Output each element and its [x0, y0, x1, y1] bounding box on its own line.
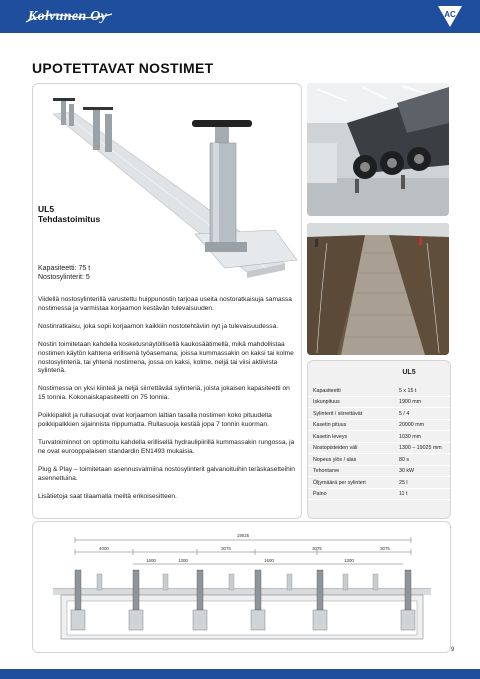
paragraph: Lisätietoja saat tilaamalla meiltä erikoisesitteen.: [38, 492, 177, 500]
table-row: [308, 408, 450, 420]
table-row: [308, 466, 450, 478]
paragraph: Plug & Play – toimitetaan asennusvalmiina nostosylinterit galvanoituihin teräskasetteihin asennettuina.: [38, 465, 295, 482]
row-key: Kapasiteetti: [313, 387, 341, 394]
spec-table: [308, 385, 450, 500]
technical-drawing-card: [32, 521, 451, 653]
footer-bar: [0, 669, 480, 679]
dim-total: 19025: [236, 533, 250, 538]
row-key: Kasetin leveys: [313, 433, 348, 440]
row-value: 30 kW: [399, 468, 415, 474]
dim-label: 1300: [344, 558, 354, 563]
dim-label: 3075: [380, 546, 390, 551]
dim-label: 1600: [146, 558, 156, 563]
row-value: 11 t: [399, 491, 408, 497]
dim-label: 4000: [99, 546, 109, 551]
row-key: Iskunpituus: [313, 399, 340, 405]
dim-label: 1300: [178, 558, 188, 563]
row-value: 25 l: [399, 479, 408, 486]
table-row: [308, 397, 450, 409]
row-value: 1030 mm: [399, 433, 422, 440]
installation-pit-photo: [307, 223, 449, 355]
row-value: 80 s: [399, 456, 410, 463]
spec-table-card: [307, 360, 451, 519]
paragraph: Viidellä nostosylinterillä varustettu huippunostin tarjoaa useita nostoratkaisuja samassa nostimessa ja varmistaa korjaamon kestävän tulevaisuuden.: [38, 296, 292, 312]
row-key: Tehontarve: [313, 468, 340, 474]
table-row: [308, 420, 450, 432]
technical-drawing: [33, 522, 450, 652]
table-row: [308, 431, 450, 443]
spec-table-title: UL5: [402, 369, 416, 376]
table-row: [308, 489, 450, 501]
paragraph: Nostin toimitetaan kahdella kosketusnäytöllisellä kaukosäätimellä, mikä mahdollistaa nostimen käytön kahtena erillisenä työasemana, joissa kummassakin on kaksi tai kolme nostosylinteriä, tai yhtenä nostimena, jossa on kaksi, kolme, neljä tai viisi aktiivista sylinteriä.: [38, 340, 294, 375]
page-number: 9: [451, 647, 455, 653]
dim-label: 3075: [221, 546, 231, 551]
row-key: Paino: [313, 491, 327, 497]
dim-label: 1600: [264, 558, 274, 563]
table-row: [308, 385, 450, 397]
lift-product-image: [35, 84, 299, 284]
row-value: 5 x 15 t: [399, 387, 417, 394]
truck-lift-photo: [307, 83, 449, 216]
table-row: [308, 477, 450, 489]
row-key: Nopeus ylös / alas: [313, 456, 357, 463]
page-title: UPOTETTAVAT NOSTIMET: [32, 60, 214, 76]
kolvunen-logo: [28, 8, 107, 25]
row-key: Kasetin pituus: [313, 422, 347, 428]
row-value: 1300 – 19025 mm: [399, 445, 442, 451]
row-value: 20000 mm: [399, 422, 425, 428]
row-value: 5 / 4: [399, 410, 410, 417]
table-row: [308, 454, 450, 466]
spec-capacity: Kapasiteetti: 75 t: [38, 265, 91, 272]
row-key: Nostopisteiden väli: [313, 445, 358, 451]
spec-cylinders: Nostosylinterit: 5: [38, 274, 90, 281]
table-row: [308, 443, 450, 455]
paragraph: Nostinratkaisu, joka sopii korjaamon kaikkiin nostotehtäviin nyt ja tulevaisuudessa.: [38, 322, 279, 330]
ac-logo: [436, 4, 464, 29]
paragraph: Turvatoiminnot on optimoitu kahdella erillisellä hydraulipiirillä kummassakin rungossa, ja ne ovat eurooppalaisen standardin EN1493 mukaisia.: [38, 438, 295, 455]
description-text: [38, 296, 298, 511]
product-subtitle: Tehdastoimitus: [38, 214, 101, 224]
row-value: 1900 mm: [399, 399, 422, 405]
dim-label: 3075: [312, 546, 322, 551]
row-key: Öljymäärä per sylinteri: [313, 479, 366, 486]
header-bar: [0, 0, 480, 33]
logo-swoosh-icon: [24, 10, 114, 26]
product-model: UL5: [38, 204, 55, 214]
ac-logo-text: AC: [444, 10, 456, 19]
paragraph: Poikkipalkit ja rullasuojat ovat korjaamon lattian tasalla nostimen koko pituudelta poikkipalkkien sijainnista riippumatta. Rullasuoja kestää jopa 7 tonnin kuorman.: [38, 412, 272, 429]
logo-text: Kolvunen Oy: [28, 8, 108, 24]
product-card: [32, 83, 302, 519]
row-key: Sylinterit / siirrettävät: [313, 410, 363, 417]
paragraph: Nostimessa on yksi kiinteä ja neljä siirrettävää sylinteriä, joista jokaisen kapasiteetti on 15 tonnia. Kokonaiskapasiteetti on 75 tonnia.: [38, 385, 290, 402]
